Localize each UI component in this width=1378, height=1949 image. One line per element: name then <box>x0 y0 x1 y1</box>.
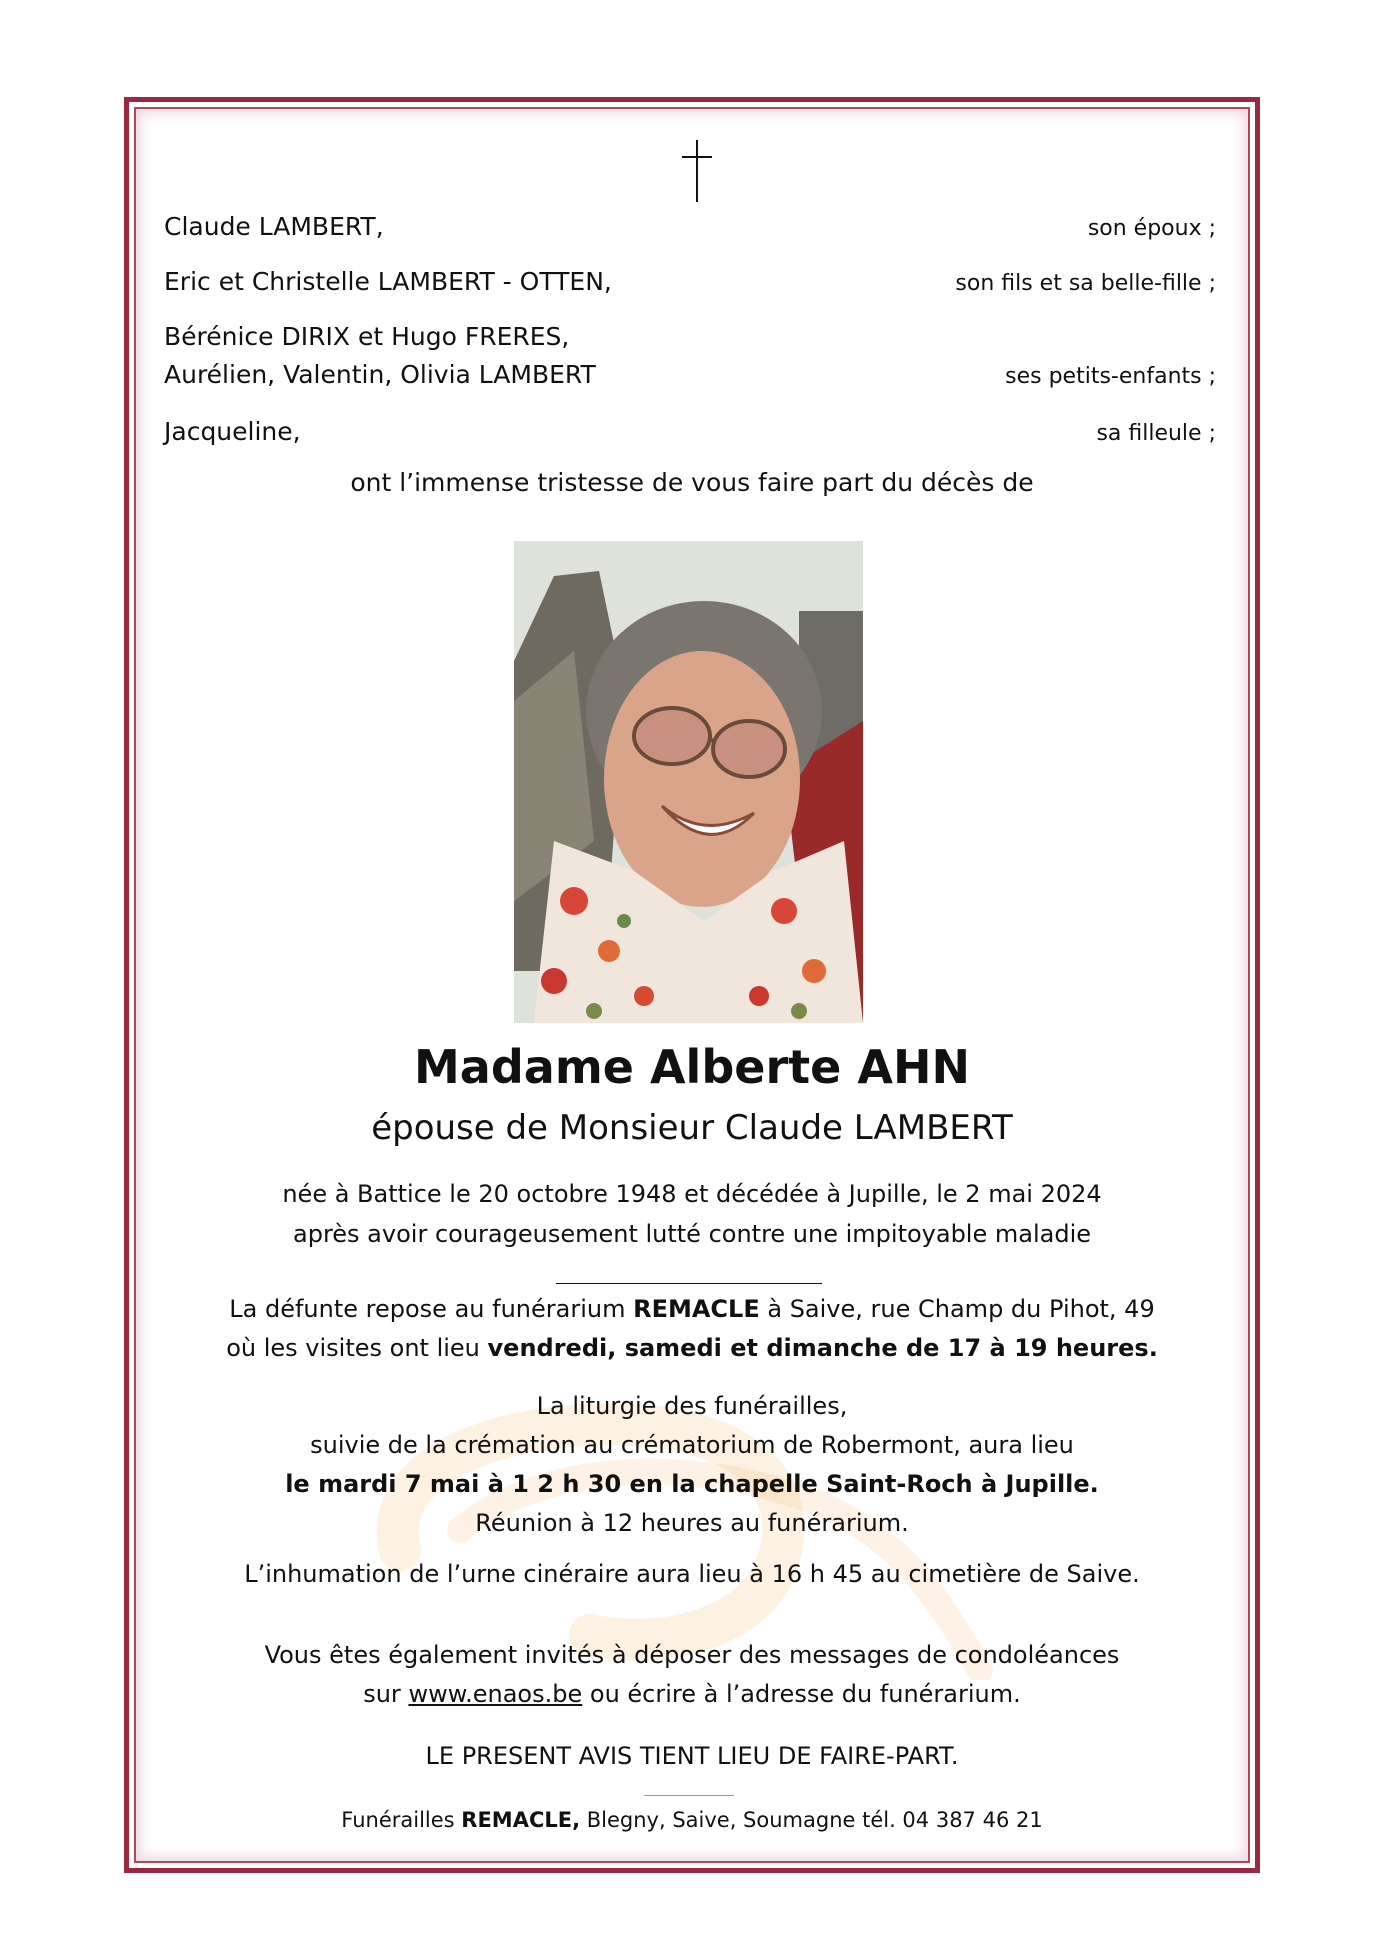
family-relation: ses petits-enfants ; <box>1005 364 1216 389</box>
family-row-grandchildren <box>164 318 1216 394</box>
condolences-text: Vous êtes également invités à déposer des messages de condoléances <box>264 1641 1120 1669</box>
notice-statement: LE PRESENT AVIS TIENT LIEU DE FAIRE-PART. <box>425 1742 959 1770</box>
footer-text: Funérailles <box>341 1808 462 1832</box>
family-row-goddaughter <box>164 413 1216 451</box>
announcement-intro: ont l’immense tristesse de vous faire part du décès de <box>350 468 1034 497</box>
birth-death-text: née à Battice le 20 octobre 1948 et décédée à Jupille, le 2 mai 2024 <box>282 1180 1102 1208</box>
footer-funeral-home: REMACLE, <box>461 1808 581 1832</box>
latin-cross-icon <box>682 140 712 202</box>
repose-info <box>134 1290 1250 1368</box>
liturgy-date: le mardi 7 mai à 1 2 h 30 en la chapelle Saint-Roch à Jupille. <box>285 1470 1099 1498</box>
family-row-spouse <box>164 208 1216 246</box>
family-name: Jacqueline, <box>164 417 301 446</box>
footer-divider <box>644 1795 734 1796</box>
family-name: Aurélien, Valentin, Olivia LAMBERT <box>164 360 596 389</box>
family-name: Eric et Christelle LAMBERT - OTTEN, <box>164 267 612 296</box>
deceased-name: Madame Alberte AHN <box>414 1040 970 1094</box>
condolences-link[interactable]: www.enaos.be <box>408 1680 583 1708</box>
family-names-block <box>164 318 596 394</box>
liturgy-info <box>134 1387 1250 1543</box>
meeting-time: Réunion à 12 heures au funérarium. <box>475 1509 909 1537</box>
liturgy-line: La liturgie des funérailles, <box>536 1392 848 1420</box>
condolences-text: ou écrire à l’adresse du funérarium. <box>582 1680 1021 1708</box>
visits-schedule: vendredi, samedi et dimanche de 17 à 19 heures. <box>487 1334 1158 1362</box>
footer-details: Blegny, Saive, Soumagne tél. 04 387 46 21 <box>580 1808 1043 1832</box>
liturgy-line: suivie de la crémation au crématorium de Robermont, aura lieu <box>310 1431 1074 1459</box>
family-relation: son fils et sa belle-fille ; <box>955 271 1216 296</box>
family-name: Claude LAMBERT, <box>164 212 384 241</box>
condolences-text: sur <box>363 1680 409 1708</box>
deceased-portrait-photo <box>514 541 863 1023</box>
footer-contact <box>134 1808 1250 1832</box>
family-row-son <box>164 263 1216 301</box>
section-divider <box>556 1283 822 1284</box>
visits-text: où les visites ont lieu <box>226 1334 488 1362</box>
deceased-spouse: épouse de Monsieur Claude LAMBERT <box>371 1108 1013 1148</box>
family-name: Bérénice DIRIX et Hugo FRERES, <box>164 322 570 351</box>
repose-address: à Saive, rue Champ du Pihot, 49 <box>759 1295 1155 1323</box>
deceased-dates <box>134 1174 1250 1254</box>
family-relation: sa filleule ; <box>1096 421 1216 446</box>
family-relation: son époux ; <box>1087 216 1216 241</box>
inhumation-info: L’inhumation de l’urne cinéraire aura lieu à 16 h 45 au cimetière de Saive. <box>244 1560 1140 1588</box>
condolences-info <box>134 1636 1250 1714</box>
funeral-home-name: REMACLE <box>633 1295 760 1323</box>
illness-text: après avoir courageusement lutté contre une impitoyable maladie <box>293 1220 1091 1248</box>
repose-text: La défunte repose au funérarium <box>229 1295 634 1323</box>
